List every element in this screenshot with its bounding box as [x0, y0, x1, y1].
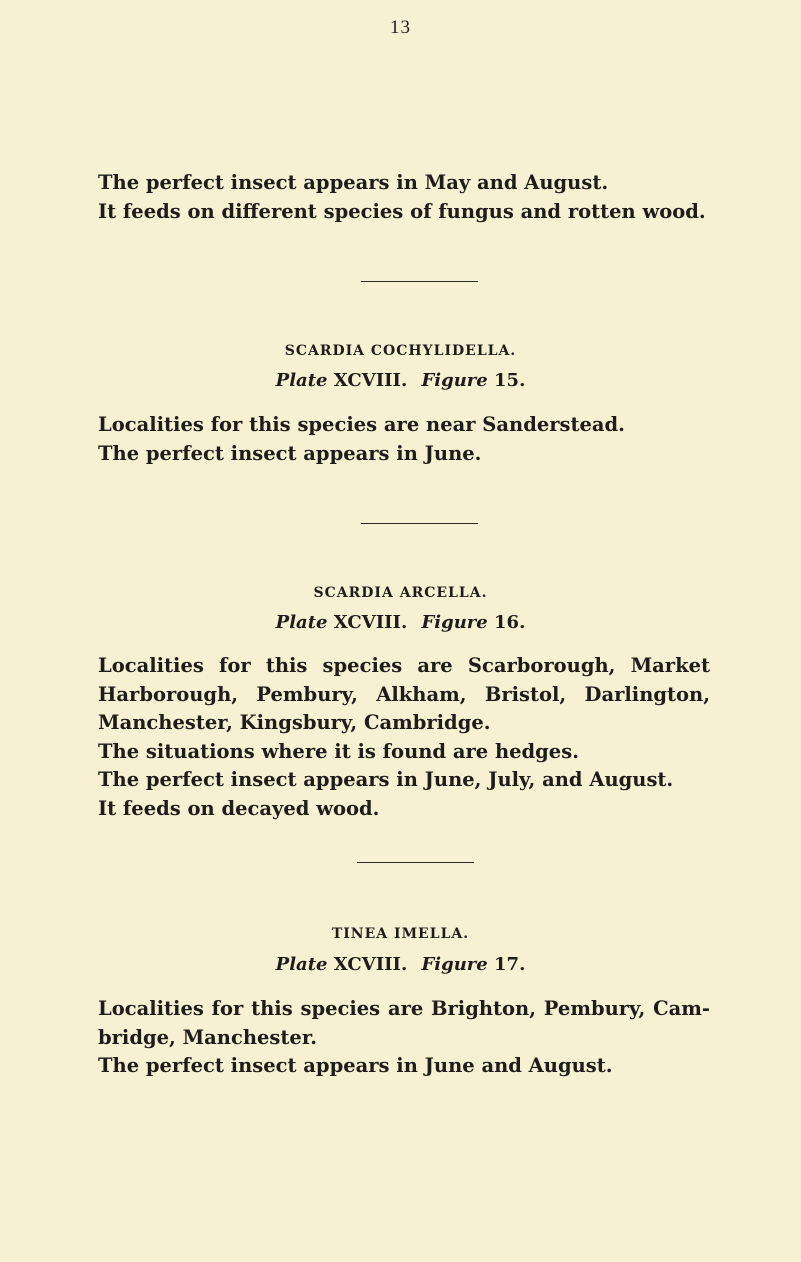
- species-heading: SCARDIA ARCELLA.: [313, 585, 488, 601]
- text-line: The perfect insect appears in June, July, and August.: [98, 768, 674, 791]
- text-line: The perfect insect appears in June.: [98, 441, 482, 465]
- plate-number: XCVIII.: [333, 370, 408, 391]
- text-line: Manchester, Kingsbury, Cambridge.: [98, 711, 491, 734]
- text-line: Localities for this species are Scarborough, Market: [98, 654, 710, 677]
- text-line: The situations where it is found are hedges.: [98, 739, 579, 763]
- species-heading: TINEA IMELLA.: [331, 926, 470, 942]
- section-divider: [357, 862, 474, 863]
- plate-figure-reference: [0, 954, 801, 975]
- plate-label: Plate: [275, 612, 328, 633]
- plate-figure-reference: [0, 370, 801, 391]
- section-divider: [361, 281, 478, 282]
- species-description: [98, 411, 710, 468]
- plate-label: Plate: [275, 370, 328, 391]
- species-description: [98, 652, 710, 823]
- text-line: It feeds on different species of fungus and rotten wood.: [98, 199, 706, 223]
- figure-label: Figure: [421, 954, 488, 975]
- page-number: 13: [390, 17, 411, 38]
- plate-figure-reference: [0, 612, 801, 633]
- text-line: Localities for this species are near Sanderstead.: [98, 413, 625, 436]
- figure-number: 16.: [494, 612, 526, 633]
- plate-number: XCVIII.: [333, 612, 408, 633]
- text-line: bridge, Manchester.: [98, 1025, 318, 1049]
- text-line: The perfect insect appears in May and August.: [98, 171, 609, 194]
- figure-label: Figure: [421, 370, 488, 391]
- plate-label: Plate: [275, 954, 328, 975]
- text-line: Localities for this species are Brighton, Pembury, Cam-: [98, 997, 710, 1020]
- text-line: The perfect insect appears in June and August.: [98, 1054, 613, 1077]
- text-line: It feeds on decayed wood.: [98, 796, 380, 820]
- text-line: Harborough, Pembury, Alkham, Bristol, Darlington,: [98, 682, 710, 706]
- species-description: [98, 995, 710, 1081]
- figure-number: 17.: [494, 954, 526, 975]
- figure-label: Figure: [421, 612, 488, 633]
- species-heading: SCARDIA COCHYLIDELLA.: [284, 343, 517, 359]
- figure-number: 15.: [494, 370, 526, 391]
- section-divider: [361, 523, 478, 524]
- intro-paragraph: [98, 169, 710, 226]
- plate-number: XCVIII.: [333, 954, 408, 975]
